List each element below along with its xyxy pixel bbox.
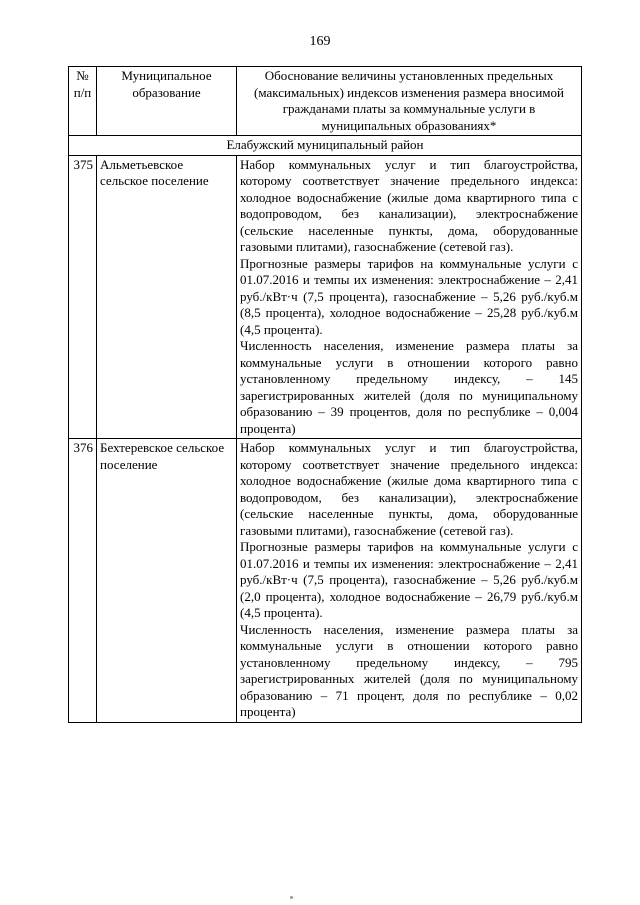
table-row — [69, 439, 582, 723]
table-row — [69, 155, 582, 439]
municipality-name: Альметьевское сельское поселение — [97, 155, 237, 439]
justification-cell — [237, 439, 582, 723]
justification-paragraph: Прогнозные размеры тарифов на коммунальные услуги с 01.07.2016 и темпы их изменения: электроснабжение – 2,41 руб./кВт·ч (7,5 процента), газоснабжение – 5,26 руб./куб.м (2,0 процента), холодное водоснабжение – 26,79 руб./куб.м (4,5 процента). — [240, 539, 578, 620]
justification-cell — [237, 155, 582, 439]
row-number: 375 — [69, 155, 97, 439]
page-number: 169 — [309, 34, 331, 49]
region-name: Елабужский муниципальный район — [69, 136, 582, 156]
scan-speck — [290, 896, 293, 899]
table-header-row — [69, 67, 582, 136]
row-number: 376 — [69, 439, 97, 723]
municipality-name: Бехтеревское сельское поселение — [97, 439, 237, 723]
justification-paragraph: Численность населения, изменение размера платы за коммунальные услуги в отношении которого равно установленному предельному индексу, – 145 зарегистрированных жителей (доля по муниципальному образованию – 39 процентов, доля по республике – 0,004 процента) — [240, 338, 578, 436]
header-justification: Обоснование величины установленных предельных (максимальных) индексов изменения размера вносимой гражданами платы за коммунальные услуги в муниципальных образованиях* — [237, 67, 582, 136]
justification-paragraph: Численность населения, изменение размера платы за коммунальные услуги в отношении которого равно установленному предельному индексу, – 795 зарегистрированных жителей (доля по муниципальному образованию – 71 процент, доля по республике – 0,02 процента) — [240, 621, 578, 719]
tariff-table — [68, 66, 582, 723]
header-number: № п/п — [69, 67, 97, 136]
header-municipality: Муниципальное образование — [97, 67, 237, 136]
region-row — [69, 136, 582, 156]
justification-paragraph: Прогнозные размеры тарифов на коммунальные услуги с 01.07.2016 и темпы их изменения: электроснабжение – 2,41 руб./кВт·ч (7,5 процента), газоснабжение – 5,26 руб./куб.м (8,5 процента), холодное водоснабжение – 25,28 руб./куб.м (4,5 процента). — [240, 255, 578, 337]
justification-paragraph: Набор коммунальных услуг и тип благоустройства, которому соответствует значение предельного индекса: холодное водоснабжение (жилые дома квартирного типа с водопроводом, без канализации), электроснабжение (сельские населенные пункты, дома, оборудованные газовыми плитами), газоснабжение (сетевой газ). — [240, 156, 578, 254]
justification-paragraph: Набор коммунальных услуг и тип благоустройства, которому соответствует значение предельного индекса: холодное водоснабжение (жилые дома квартирного типа с водопроводом, без канализации), электроснабжение (сельские населенные пункты, дома, оборудованные газовыми плитами), газоснабжение (сетевой газ). — [240, 440, 578, 538]
